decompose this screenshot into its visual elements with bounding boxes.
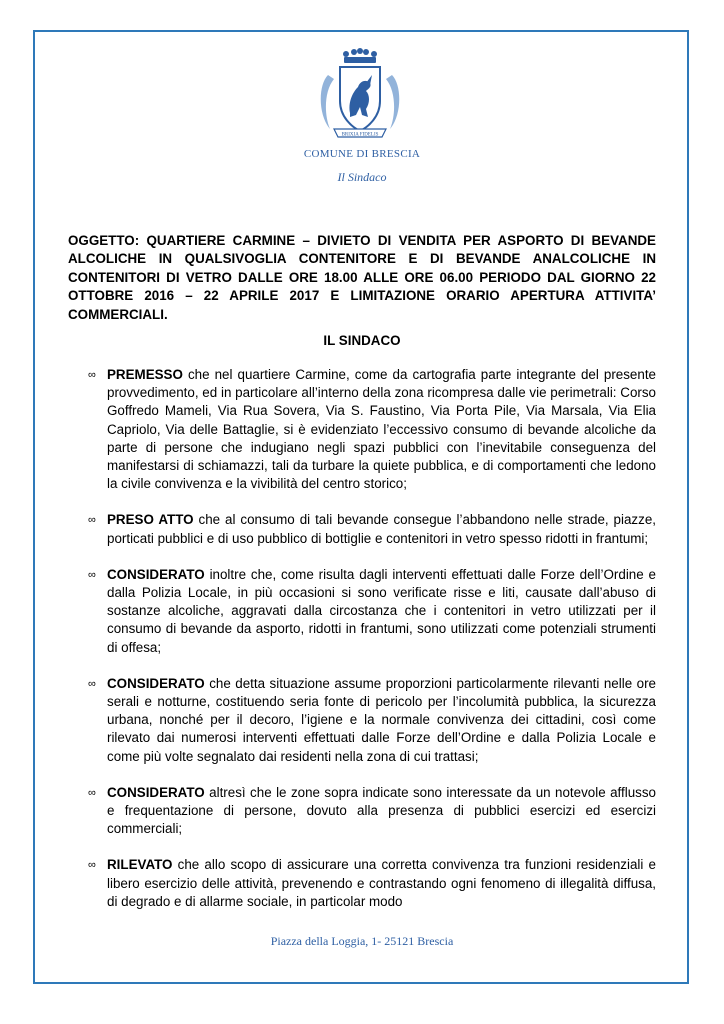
item-text: altresì che le zone sopra indicate sono interessate da un notevole afflusso e frequentazione di persone, dovuto alla presenza di pubblici esercizi ed esercizi commerciali; xyxy=(107,784,656,837)
item-text: che nel quartiere Carmine, come da cartografia parte integrante del presente provvedimento, ed in particolare all’interno della zona ricompresa dalle vie perimetrali: Corso Goffredo Mameli, Via Rua Sovera, Via S. Faustino, Via Porta Pile, Via Marsala, Via Elia Capriolo, Via delle Battaglie, si è evidenziato l’eccessivo consumo di bevande alcoliche da parte di persone che indugiano negli spazi pubblici con l’inevitabile conseguenza del manifestarsi di schiamazzi, tali da turbare la quiete pubblica, e di comportamenti che ledono la civile convivenza e la vivibilità del centro storico; xyxy=(107,367,656,492)
item-keyword: RILEVATO xyxy=(107,857,173,873)
list-item xyxy=(88,511,656,547)
item-text: che allo scopo di assicurare una corretta convivenza tra funzioni residenziali e libero esercizio delle attività, prevenendo e contrastando ogni fenomeno di illegalità diffusa, di degrado e di allarme sociale, in particolar modo xyxy=(107,857,656,909)
brescia-coat-of-arms-icon xyxy=(300,45,420,145)
crest-motto: BRIXIA FIDELIS xyxy=(341,132,379,138)
municipality-name: COMUNE DI BRESCIA xyxy=(303,148,421,160)
office-title: Il Sindaco xyxy=(337,170,387,184)
item-text: che al consumo di tali bevande consegue l’abbandono nelle strade, piazze, porticati pubblici e di uso pubblico di bottiglie e contenitori in vetro spesso ridotti in frantumi; xyxy=(107,512,656,546)
bullet-icon: ∞ xyxy=(88,568,96,581)
item-keyword: CONSIDERATO xyxy=(107,566,205,582)
bullet-icon: ∞ xyxy=(88,786,96,799)
item-text: che detta situazione assume proporzioni particolarmente rilevanti nelle ore serali e notturne, costituendo seria fonte di pericolo per l’incolumità pubblica, la sicurezza urbana, nonché per il decoro, l’igiene e la normale convivenza dei cittadini, così come rilevato dai numerosi interventi effettuati dalle Forze dell’Ordine e dalla Polizia Locale e come più volte segnalato dai residenti nella zona di cui trattasi; xyxy=(107,675,656,764)
item-keyword: PRESO ATTO xyxy=(107,512,194,528)
list-item xyxy=(88,566,656,657)
bullet-icon: ∞ xyxy=(88,514,96,527)
bullet-icon: ∞ xyxy=(88,859,96,872)
item-keyword: CONSIDERATO xyxy=(107,675,205,691)
bullet-icon: ∞ xyxy=(88,369,96,381)
list-item xyxy=(88,675,656,766)
list-item xyxy=(88,366,656,493)
section-heading: IL SINDACO xyxy=(323,333,401,348)
footer-address: Piazza della Loggia, 1- 25121 Brescia xyxy=(270,934,454,948)
item-keyword: PREMESSO xyxy=(107,367,183,382)
list-item xyxy=(88,856,656,911)
bullet-icon: ∞ xyxy=(88,677,96,690)
list-item xyxy=(88,784,656,839)
document-subject: OGGETTO: QUARTIERE CARMINE – DIVIETO DI VENDITA PER ASPORTO DI BEVANDE ALCOLICHE IN QUALSIVOGLIA CONTENITORE E DI BEVANDE ANALCOLICHE IN CONTENITORI DI VETRO DALLE ORE 18.00 ALLE ORE 06.00 PERIODO DAL GIORNO 22 OTTOBRE 2016 – 22 APRILE 2017 E LIMITAZIONE ORARIO APERTURA ATTIVITA’ COMMERCIALI. xyxy=(68,233,656,322)
item-text: inoltre che, come risulta dagli interventi effettuati dalle Forze dell’Ordine e dalla Polizia Locale, in più occasioni si sono verificate risse e liti, causate dall’abuso di sostanze alcoliche, aggravati dalla circostanza che i contenitori in vetro utilizzati per il consumo di bevande da asporto, ridotti in frantumi, sono utilizzati come potenziali strumenti di offesa; xyxy=(107,566,656,655)
item-keyword: CONSIDERATO xyxy=(107,784,205,800)
premises-list xyxy=(88,366,656,929)
